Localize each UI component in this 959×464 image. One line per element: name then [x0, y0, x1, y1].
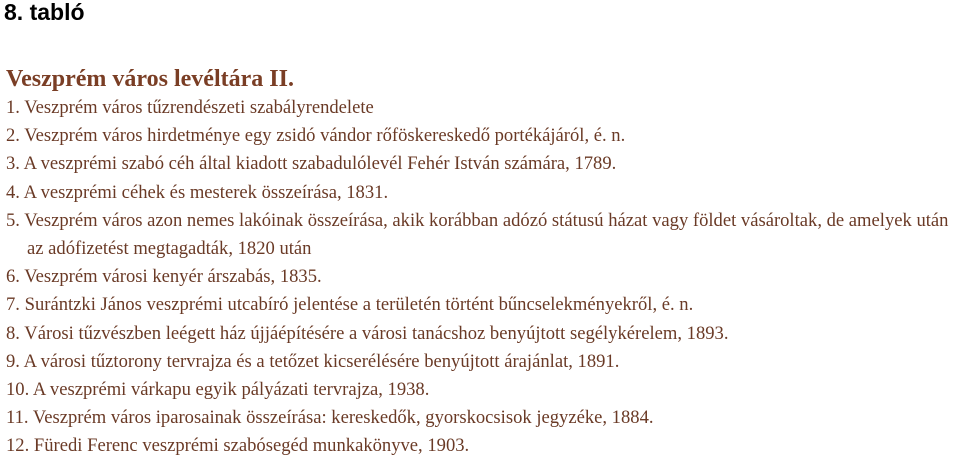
list-item [6, 320, 956, 348]
list-item [6, 207, 956, 263]
list-item [6, 150, 956, 178]
item-text: Veszprém város hirdetménye egy zsidó vándor rőföskereskedő portékájáról, é. n. [24, 125, 626, 147]
item-number: 12. [6, 435, 30, 457]
item-text: Füredi Ferenc veszprémi szabósegéd munkakönyve, 1903. [33, 435, 470, 457]
item-number: 8. [6, 322, 20, 344]
list-item [6, 404, 956, 432]
item-text: A veszprémi szabó céh által kiadott szabadulólevél Fehér István számára, 1789. [23, 153, 617, 175]
item-number: 2. [6, 125, 20, 147]
item-text: Veszprém város iparosainak összeírása: kereskedők, gyorskocsisok jegyzéke, 1884. [32, 407, 654, 429]
item-text: Veszprém városi kenyér árszabás, 1835. [24, 266, 322, 288]
item-text: A veszprémi céhek és mesterek összeírása, 1831. [23, 181, 389, 203]
list-item [6, 291, 956, 319]
item-number: 1. [6, 97, 20, 118]
item-text: A városi tűztorony tervrajza és a tetőzet kicserélésére benyújtott árajánlat, 1891. [23, 350, 620, 372]
document-list [6, 94, 956, 461]
item-number: 5. [6, 209, 20, 231]
item-number: 4. [6, 181, 20, 203]
item-number: 3. [6, 153, 20, 175]
item-number: 10. [6, 379, 30, 401]
list-item [6, 263, 956, 291]
item-text: A veszprémi várkapu egyik pályázati tervrajza, 1938. [32, 379, 430, 401]
section-title: Veszprém város levéltára II. [6, 66, 294, 92]
item-text: Városi tűzvészben leégett ház újjáépítésére a városi tanácshoz benyújtott segélykérelem, 1893. [24, 322, 729, 344]
list-item [6, 122, 956, 150]
list-item [6, 94, 956, 122]
item-text: Veszprém város tűzrendészeti szabályrendelete [24, 97, 374, 118]
list-item [6, 348, 956, 376]
item-text: Surántzki János veszprémi utcabíró jelentése a területén történt bűncselekményekről, é. n. [24, 294, 694, 316]
list-item [6, 179, 956, 207]
item-number: 7. [6, 294, 20, 316]
list-item [6, 376, 956, 404]
page-title: 8. tabló [4, 0, 85, 25]
item-number: 9. [6, 350, 20, 372]
item-text: Veszprém város azon nemes lakóinak összeírása, akik korábban adózó státusú házat vagy földet vásároltak, de amelyek után az adófizetést megtagadták, 1820 után [24, 209, 949, 260]
item-number: 6. [6, 266, 20, 288]
item-number: 11. [6, 407, 29, 429]
list-item [6, 432, 956, 460]
